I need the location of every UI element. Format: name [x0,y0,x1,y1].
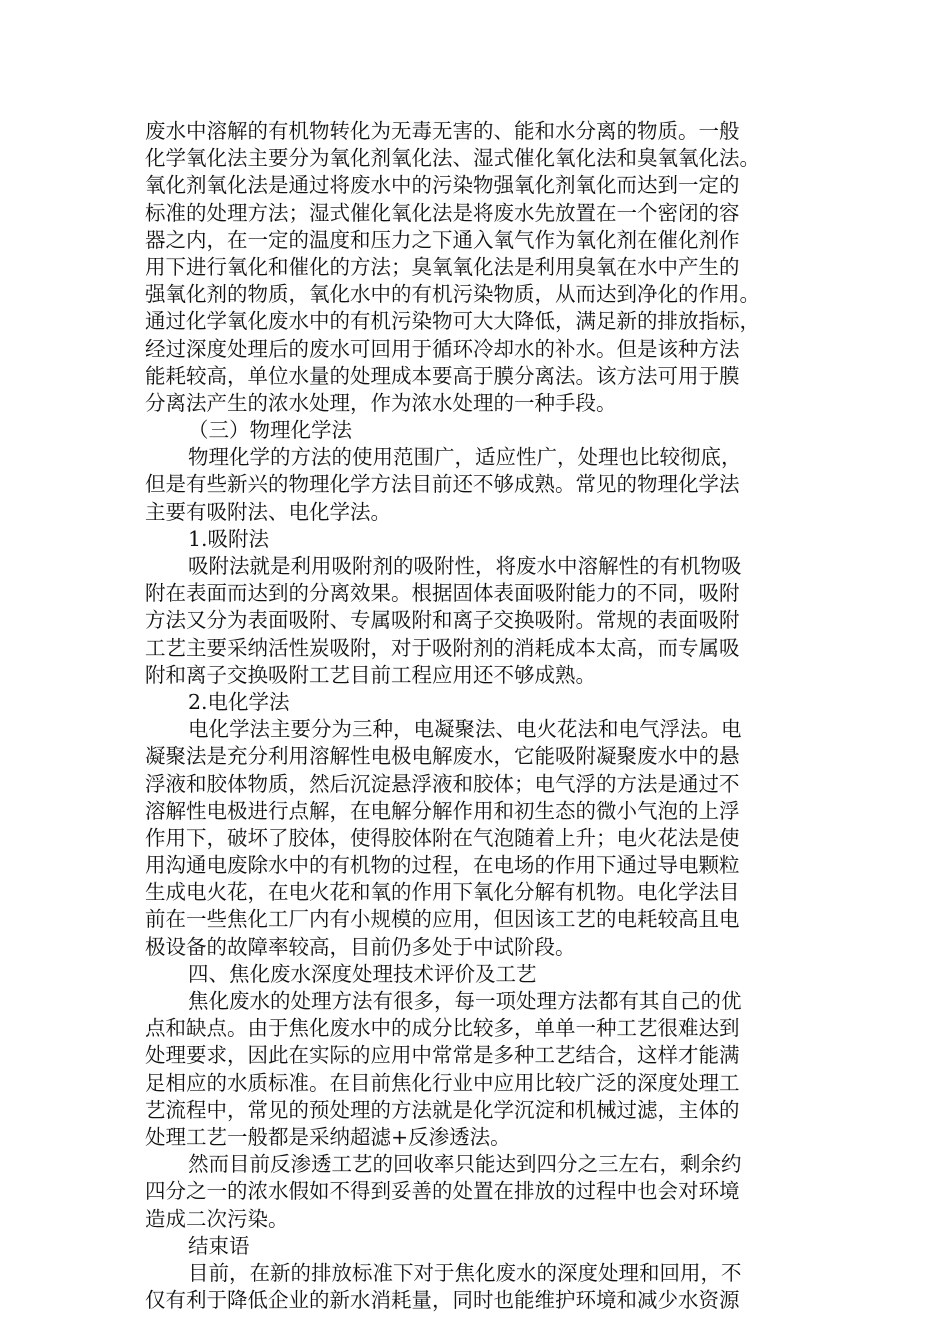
text-line: 生成电火花，在电火花和氧的作用下氧化分解有机物。电化学法目 [145,880,740,905]
text-line: 结束语 [188,1233,250,1258]
text-line: 用下进行氧化和催化的方法；臭氧氧化法是利用臭氧在水中产生的 [145,254,740,279]
text-line: 器之内，在一定的温度和压力之下通入氧气作为氧化剂在催化剂作 [145,227,740,252]
text-line: 物理化学的方法的使用范围广，适应性广，处理也比较彻底， [188,445,742,470]
text-line: 氧化剂氧化法是通过将废水中的污染物强氧化剂氧化而达到一定的 [145,173,740,198]
text-line: 通过化学氧化废水中的有机污染物可大大降低，满足新的排放指标， [145,309,760,334]
text-line: 标准的处理方法；湿式催化氧化法是将废水先放置在一个密闭的容 [145,200,740,225]
text-line: 附在表面而达到的分离效果。根据固体表面吸附能力的不同，吸附 [145,581,740,606]
text-line: 然而目前反渗透工艺的回收率只能达到四分之三左右，剩余约 [188,1152,742,1177]
text-line: 主要有吸附法、电化学法。 [145,499,391,524]
text-line: 造成二次污染。 [145,1206,289,1231]
text-line: 四、焦化废水深度处理技术评价及工艺 [188,961,537,986]
text-line: 2.电化学法 [188,689,290,714]
text-line: 前在一些焦化工厂内有小规模的应用，但因该工艺的电耗较高且电 [145,907,740,932]
text-line: 用沟通电废除水中的有机物的过程，在电场的作用下通过导电颗粒 [145,853,740,878]
text-line: 但是有些新兴的物理化学方法目前还不够成熟。常见的物理化学法 [145,472,740,497]
text-line: 凝聚法是充分利用溶解性电极电解废水，它能吸附凝聚废水中的悬 [145,744,740,769]
text-line: 分离法产生的浓水处理，作为浓水处理的一种手段。 [145,390,617,415]
text-line: 焦化废水的处理方法有很多，每一项处理方法都有其自己的优 [188,989,742,1013]
text-line: 附和离子交换吸附工艺目前工程应用还不够成熟。 [145,662,596,687]
text-line: 方法又分为表面吸附、专属吸附和离子交换吸附。常规的表面吸附 [145,608,740,633]
text-line: 浮液和胶体物质，然后沉淀悬浮液和胶体；电气浮的方法是通过不 [145,771,740,796]
text-line: 吸附法就是利用吸附剂的吸附性，将废水中溶解性的有机物吸 [188,554,742,578]
text-line: 足相应的水质标准。在目前焦化行业中应用比较广泛的深度处理工 [145,1070,740,1095]
text-line: 化学氧化法主要分为氧化剂氧化法、湿式催化氧化法和臭氧氧化法。 [145,146,760,171]
text-line: 仅有利于降低企业的新水消耗量，同时也能维护环境和减少水资源 [145,1288,740,1313]
text-line: 1.吸附法 [188,526,270,551]
text-line: 作用下，破坏了胶体，使得胶体附在气泡随着上升；电火花法是使 [145,825,740,850]
text-line: 点和缺点。由于焦化废水中的成分比较多，单单一种工艺很难达到 [145,1016,740,1041]
text-line: 工艺主要采纳活性炭吸附，对于吸附剂的消耗成本太高，而专属吸 [145,635,740,660]
text-line: 强氧化剂的物质，氧化水中的有机污染物质，从而达到净化的作用。 [145,282,760,307]
text-line: 废水中溶解的有机物转化为无毒无害的、能和水分离的物质。一般 [145,119,740,143]
text-line: 艺流程中，常见的预处理的方法就是化学沉淀和机械过滤，主体的 [145,1097,740,1122]
text-line: 电化学法主要分为三种，电凝聚法、电火花法和电气浮法。电 [188,717,742,742]
text-line: 极设备的故障率较高，目前仍多处于中试阶段。 [145,934,576,959]
document-body [145,118,795,1314]
text-line: （三）物理化学法 [188,418,352,443]
text-line: 目前，在新的排放标准下对于焦化废水的深度处理和回用，不 [188,1260,742,1285]
text-line: 溶解性电极进行点解，在电解分解作用和初生态的微小气泡的上浮 [145,798,740,823]
text-line: 处理工艺一般都是采纳超滤+反渗透法。 [145,1124,511,1149]
text-line: 能耗较高，单位水量的处理成本要高于膜分离法。该方法可用于膜 [145,363,740,388]
text-line: 四分之一的浓水假如不得到妥善的处置在排放的过程中也会对环境 [145,1179,740,1204]
text-line: 经过深度处理后的废水可回用于循环冷却水的补水。但是该种方法 [145,336,740,361]
text-line: 处理要求，因此在实际的应用中常常是多种工艺结合，这样才能满 [145,1043,740,1068]
